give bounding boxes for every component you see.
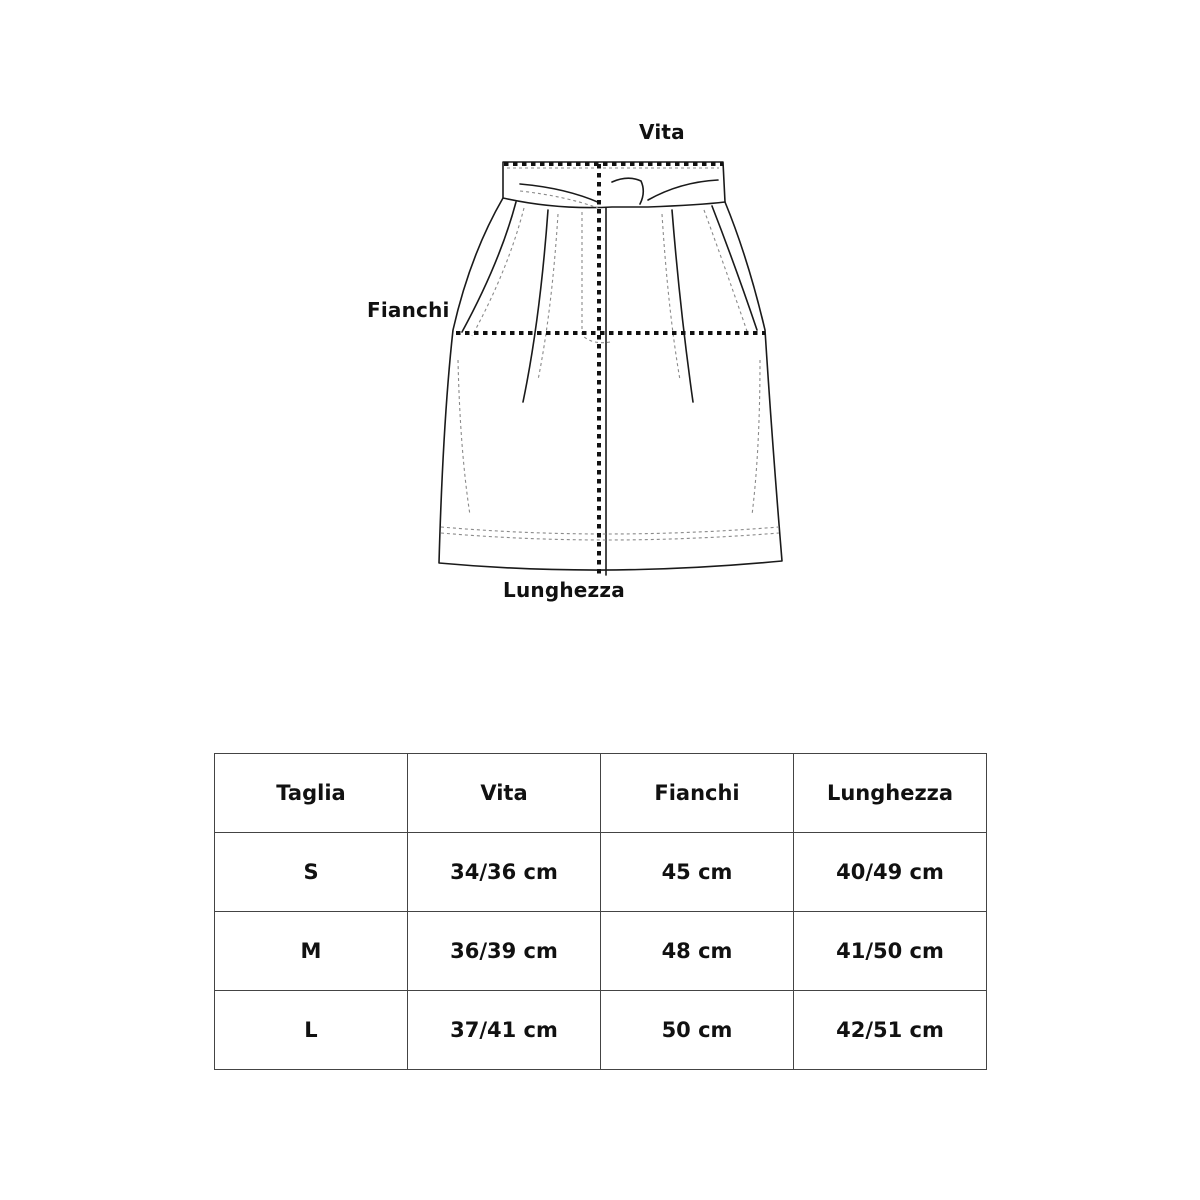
- length-label: Lunghezza: [503, 578, 625, 602]
- left-pocket-stitch: [472, 208, 524, 336]
- right-pleat-stitch: [662, 214, 680, 380]
- waist-label: Vita: [639, 120, 685, 144]
- cell-length: 42/51 cm: [794, 991, 987, 1070]
- cell-hips: 45 cm: [601, 833, 794, 912]
- right-pocket-stitch: [704, 210, 748, 334]
- header-length: Lunghezza: [794, 754, 987, 833]
- cell-waist: 37/41 cm: [408, 991, 601, 1070]
- table-header-row: [215, 754, 987, 833]
- belt-curve-left: [520, 184, 600, 203]
- belt-stitch: [520, 191, 598, 208]
- cell-size: S: [215, 833, 408, 912]
- header-size: Taglia: [215, 754, 408, 833]
- left-pocket-edge: [462, 202, 516, 332]
- table-row: [215, 991, 987, 1070]
- belt-tab: [612, 178, 643, 204]
- hem-stitch-upper: [441, 527, 779, 534]
- table-row: [215, 912, 987, 991]
- cell-size: M: [215, 912, 408, 991]
- size-table: [214, 753, 987, 1070]
- belt-curve-right: [648, 180, 718, 200]
- right-pleat: [672, 210, 693, 402]
- left-pleat-stitch: [538, 214, 558, 380]
- cell-length: 40/49 cm: [794, 833, 987, 912]
- left-pleat: [523, 210, 548, 402]
- cell-waist: 36/39 cm: [408, 912, 601, 991]
- header-waist: Vita: [408, 754, 601, 833]
- cell-waist: 34/36 cm: [408, 833, 601, 912]
- cell-size: L: [215, 991, 408, 1070]
- waistband-outline: [503, 162, 725, 208]
- cell-hips: 48 cm: [601, 912, 794, 991]
- cell-length: 41/50 cm: [794, 912, 987, 991]
- header-hips: Fianchi: [601, 754, 794, 833]
- cell-hips: 50 cm: [601, 991, 794, 1070]
- hips-label: Fianchi: [367, 298, 450, 322]
- table-row: [215, 833, 987, 912]
- right-side-stitch: [752, 360, 760, 515]
- left-side-stitch: [458, 360, 470, 515]
